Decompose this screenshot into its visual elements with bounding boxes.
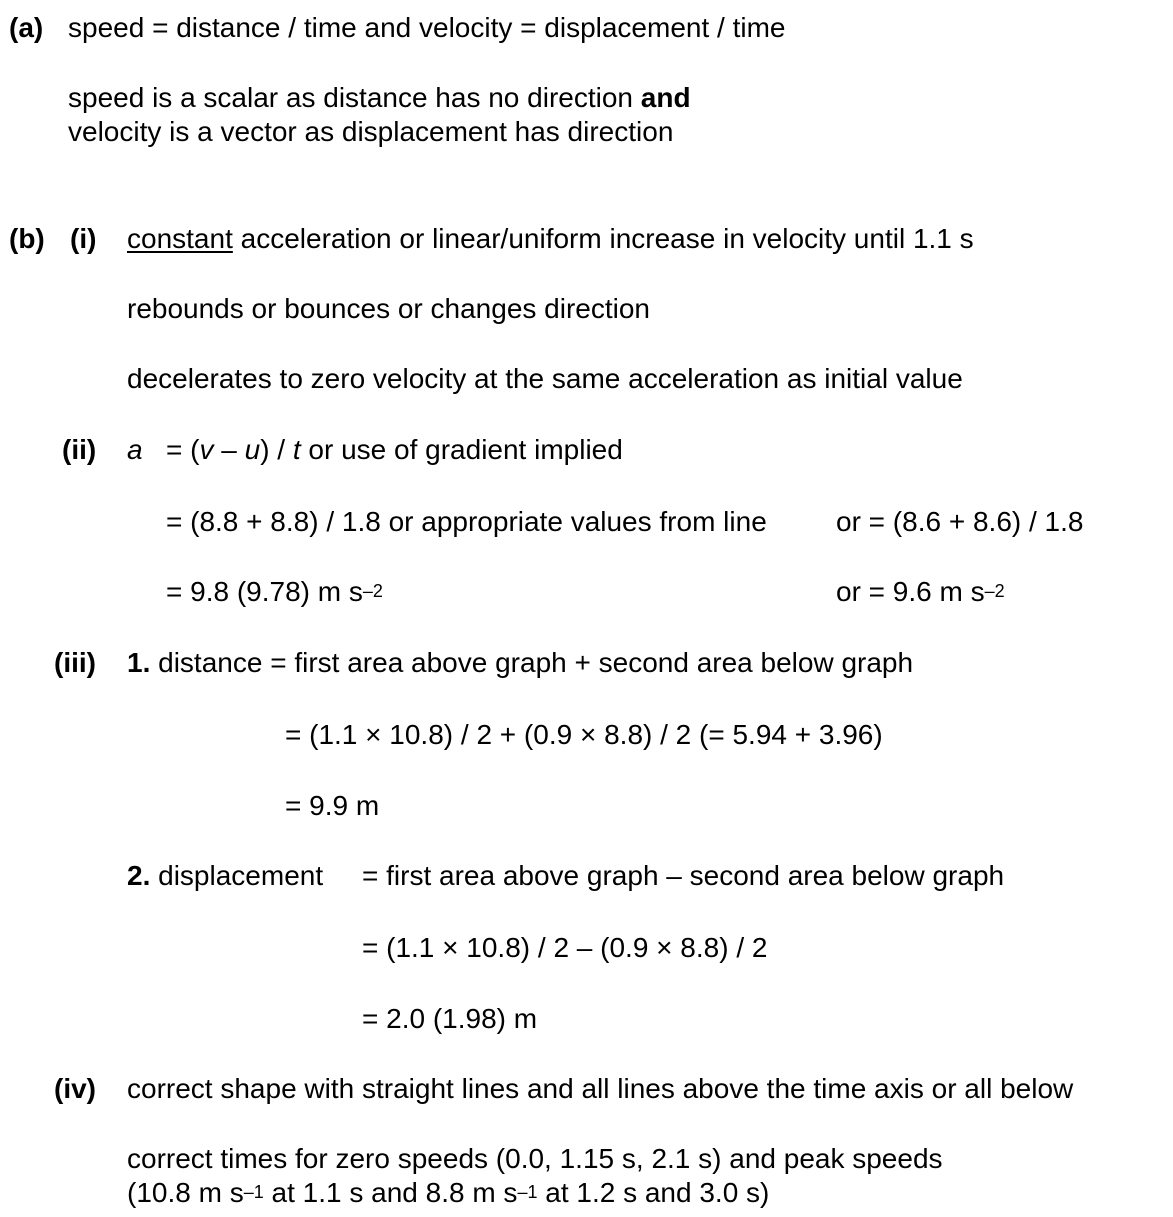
part-b-ii-line-2-alt: or = (8.6 + 8.6) / 1.8 (836, 506, 1084, 537)
u-symbol: u (244, 434, 261, 465)
part-b-iii-2-line-3: = 2.0 (1.98) m (362, 1003, 538, 1034)
eq-open: = ( (166, 434, 200, 465)
subpart-2-number: 2. (127, 860, 151, 891)
part-b-iii-1-line-1 (127, 649, 913, 677)
unit-exponent: –2 (362, 581, 383, 601)
part-a-line-1: speed = distance / time and velocity = displacement / time (68, 12, 786, 43)
part-b-iii-2-line-2: = (1.1 × 10.8) / 2 – (0.9 × 8.8) / 2 (362, 932, 768, 963)
part-b-i-label: (i) (70, 223, 97, 254)
unit-exponent-1: –1 (243, 1182, 264, 1202)
part-b-iii-2-equation: = first area above graph – second area below graph (362, 860, 1005, 891)
part-b-iv-line-1: correct shape with straight lines and all lines above the time axis or all below (127, 1073, 1074, 1104)
part-b-iv-line-3 (127, 1179, 769, 1207)
part-a-label: (a) (9, 12, 44, 43)
answer-value: = 9.8 (9.78) m s (166, 576, 363, 607)
subpart-2-text: displacement (150, 860, 324, 891)
v-symbol: v (199, 434, 214, 465)
subpart-1-number: 1. (127, 647, 151, 678)
part-b-i-line-1 (127, 225, 974, 253)
part-b-iv-label: (iv) (54, 1073, 96, 1104)
part-b-iii-2-line-1 (127, 862, 323, 890)
acceleration-symbol: a (127, 434, 143, 465)
part-b-ii-label: (ii) (62, 434, 97, 465)
part-b-iii-label: (iii) (54, 647, 96, 678)
part-b-ii-line-3 (166, 578, 383, 606)
part-a-line-2 (68, 84, 691, 112)
eq-rest: or use of gradient implied (300, 434, 623, 465)
unit-exponent-2: –1 (517, 1182, 538, 1202)
subpart-1-text: distance = first area above graph + second area below graph (150, 647, 914, 678)
peak-times: at 1.2 s and 3.0 s) (537, 1177, 770, 1208)
part-b-ii-line-2: = (8.8 + 8.8) / 1.8 or appropriate values from line (166, 506, 767, 537)
part-b-i-line-1-rest: acceleration or linear/uniform increase in velocity until 1.1 s (232, 223, 974, 254)
peak-speed-1: (10.8 m s (127, 1177, 244, 1208)
alt-answer-value: or = 9.6 m s (836, 576, 985, 607)
part-b-iii-1-line-2: = (1.1 × 10.8) / 2 + (0.9 × 8.8) / 2 (= 5.94 + 3.96) (285, 719, 883, 750)
part-b-iii-1-line-3: = 9.9 m (285, 790, 380, 821)
part-a-line-3: velocity is a vector as displacement has direction (68, 116, 674, 147)
part-a-line-2-text: speed is a scalar as distance has no direction (68, 82, 641, 113)
eq-minus: – (213, 434, 245, 465)
alt-unit-exponent: –2 (984, 581, 1005, 601)
constant-underlined: constant (127, 223, 233, 254)
part-b-i-line-3: decelerates to zero velocity at the same acceleration as initial value (127, 363, 963, 394)
part-b-ii-line-3-alt (836, 578, 1005, 606)
eq-slash: ) / (260, 434, 293, 465)
part-b-label: (b) (9, 223, 45, 254)
t-symbol: t (292, 434, 301, 465)
part-b-iv-line-2: correct times for zero speeds (0.0, 1.15 s, 2.1 s) and peak speeds (127, 1143, 943, 1174)
peak-speed-2: at 1.1 s and 8.8 m s (263, 1177, 518, 1208)
part-b-i-line-2: rebounds or bounces or changes direction (127, 293, 651, 324)
part-b-ii-line-1 (166, 436, 623, 464)
part-a-line-2-bold: and (640, 82, 691, 113)
